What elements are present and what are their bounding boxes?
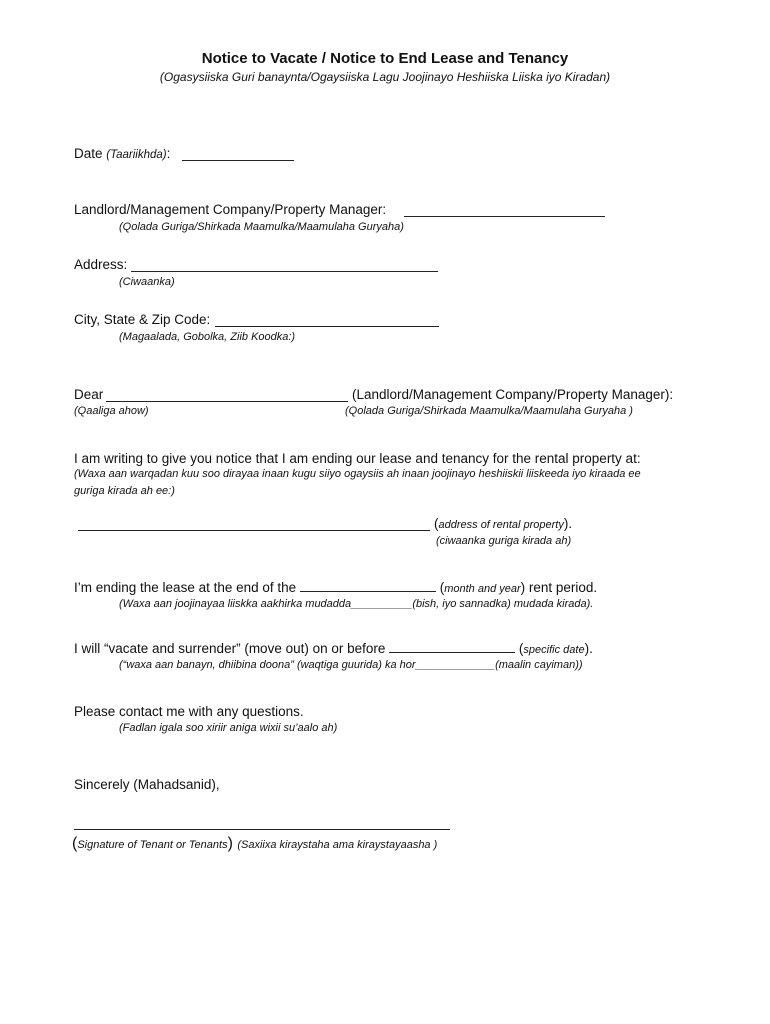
vacate-note-close: ). [584,641,593,656]
signature-paren-open: ( [72,835,78,852]
ending-note: month and year [444,583,521,595]
dear-translation-left: (Qaaliga ahow) [74,405,149,417]
property-note [434,516,572,531]
closing-row [74,777,220,792]
property-note-close: ). [563,516,573,531]
signature-translation: (Saxiixa kiraystaha ama kiraystayaasha ) [237,839,438,851]
ending-translation: (Waxa aan joojinayaa liiskka aakhirka mudadda__________(bish, iyo sannadka) mudada kirada). [119,598,594,610]
vacate-date-field[interactable] [389,640,515,653]
date-translation: (Taariikhda) [106,149,167,161]
document-subtitle: (Ogasysiiska Guri banaynta/Ogaysiiska Lagu Joojinayo Heshiiska Liiska iyo Kiradan) [159,70,611,84]
property-note-text: address of rental property [438,519,564,531]
intent-translation-line1: (Waxa aan warqadan kuu soo dirayaa inaan kugu siiyo ogaysiis ah inaan joojinayo heshiiskii liiskeeda iyo kiraada ee [74,468,641,480]
contact-translation: (Fadlan igala soo xiriir aniga wixii su’aalo ah) [119,722,338,734]
vacate-translation: (“waxa aan banayn, dhiibina doona” (waqtiga guurida) ka hor_____________(maalin cayiman)) [119,659,583,671]
dear-label: Dear [74,387,104,402]
city-translation: (Magaalada, Gobolka, Ziib Koodka:) [119,331,296,343]
closing-paren-open: ( [133,777,138,792]
intent-text: I am writing to give you notice that I am ending our lease and tenancy for the rental property at: [74,451,641,466]
closing-text: Sincerely [74,777,130,792]
ending-paren-open: ( [439,580,445,595]
property-note-open: ( [434,516,439,531]
vacate-note: specific date [523,644,585,656]
address-label: Address: [74,257,128,272]
vacate-text: I will “vacate and surrender” (move out) on or before [74,641,386,656]
vacate-row [74,640,593,656]
closing-paren-close: ), [211,777,220,792]
address-translation: (Ciwaanka) [119,276,175,288]
signature-label: Signature of Tenant or Tenants [77,839,228,851]
contact-text: Please contact me with any questions. [74,704,304,719]
intent-translation-line2: guriga kirada ah ee:) [74,485,175,497]
vacate-paren-open: ( [518,641,524,656]
date-label: Date [74,146,103,161]
closing-translation: Mahadsanid [137,777,212,792]
dear-translation-right: (Qolada Guriga/Shirkada Maamulka/Maamulaha Guryaha ) [345,405,633,417]
property-address-field[interactable] [78,530,430,531]
date-field[interactable] [182,160,294,161]
signature-caption [72,835,437,853]
city-label: City, State & Zip Code: [74,312,211,327]
signature-field[interactable] [74,829,450,830]
property-translation: (ciwaanka guriga kirada ah) [436,535,572,547]
landlord-field[interactable] [404,216,605,217]
landlord-label: Landlord/Management Company/Property Manager: [74,202,387,217]
date-row [74,146,170,161]
signature-paren-close: ) [227,835,233,852]
city-field[interactable] [215,326,439,327]
landlord-translation: (Qolada Guriga/Shirkada Maamulka/Maamulaha Guryaha) [119,221,404,233]
document-title: Notice to Vacate / Notice to End Lease and Tenancy [201,50,569,67]
date-colon: : [166,146,171,161]
ending-text-before: I’m ending the lease at the end of the [74,580,297,595]
ending-text-after: ) rent period. [520,580,598,595]
address-field[interactable] [131,271,438,272]
ending-row [74,579,597,595]
ending-month-year-field[interactable] [300,579,436,592]
dear-field[interactable] [106,401,348,402]
dear-role: (Landlord/Management Company/Property Manager): [352,387,674,402]
